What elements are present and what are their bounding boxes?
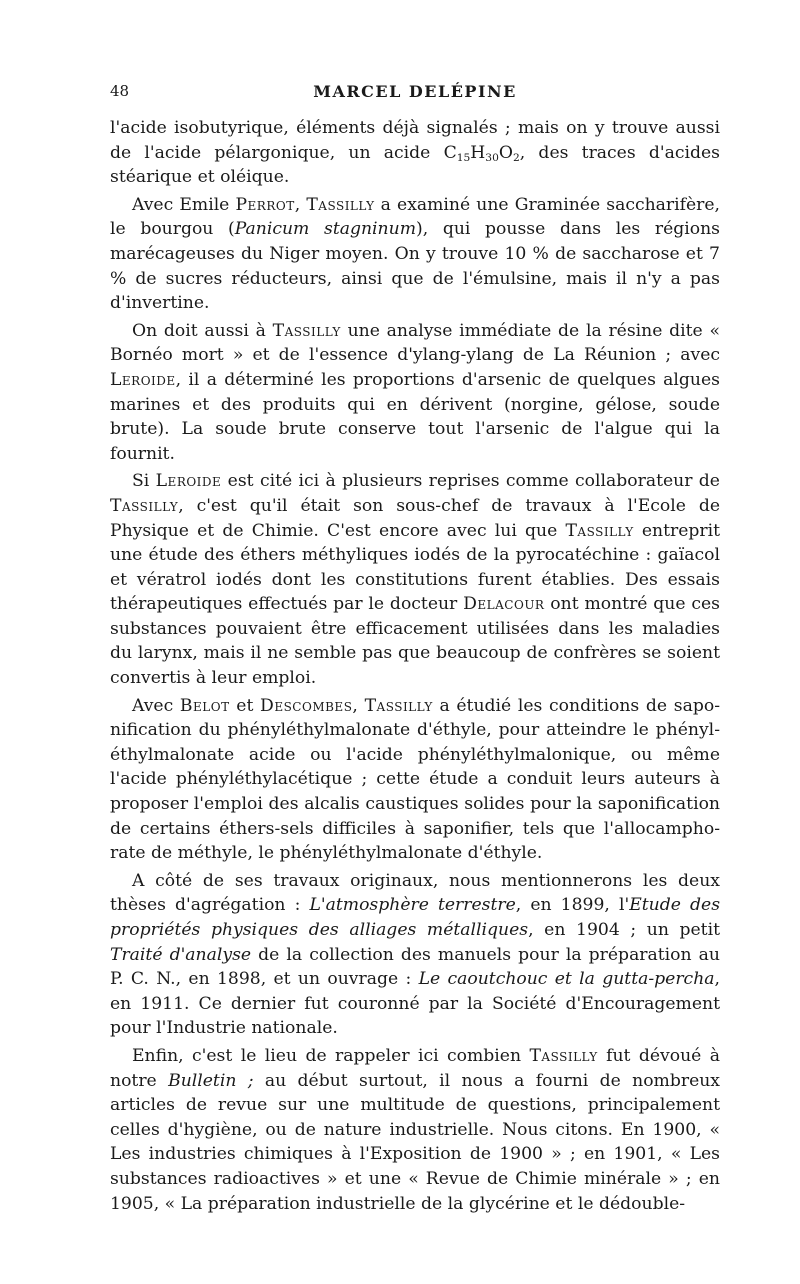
text-run: Avec xyxy=(132,695,180,716)
author-name: Delacour xyxy=(463,594,545,615)
text-run: H xyxy=(470,142,486,163)
species-name: Panicum stagninum xyxy=(234,219,416,240)
text-run: , il a déterminé les proportions d'arsenic de quelques algues marines et des produits qui en dérivent (norgine, gélose, soude brute). La soude brute conserve tout l'arsenic de l'algue qui la fournit. xyxy=(110,369,720,464)
author-name: Tassilly xyxy=(364,695,433,716)
book-title: Traité d'analyse xyxy=(110,944,252,965)
text-run: de la collection des manuels pour la préparation au P. C. N., en 1898, et un ouvrage : xyxy=(110,944,720,990)
text-run: , xyxy=(294,194,307,215)
author-name: Leroide xyxy=(155,471,222,492)
text-run: On doit aussi à xyxy=(132,320,273,341)
text-run: A côté de ses travaux originaux, nous mentionnerons les deux thèses d'agrégation : xyxy=(110,870,720,916)
paragraph-leroide xyxy=(110,469,720,690)
paragraph-continuation xyxy=(110,116,720,190)
subscript: 15 xyxy=(456,150,471,164)
text-run: est cité ici à plusieurs reprises comme collaborateur de xyxy=(221,471,720,492)
text-run: Enfin, c'est le lieu de rappeler ici combien xyxy=(132,1045,530,1066)
text-run: et xyxy=(229,695,261,716)
text-run: , en 1899, l' xyxy=(515,895,630,916)
author-name: Tassilly xyxy=(565,520,634,541)
text-run: , des traces d'acides stéarique et oléique. xyxy=(110,142,720,188)
text-run: au début surtout, il nous a fourni de nombreux articles de revue sur une multitude de questions, principalement celles d'hygiène, ou de nature industrielle. Nous citons. En 1900, « Les industries chimiques à l'Exposition de 1900 » ; en 1901, « Les substances radioactives » et une « Revue de Chimie minérale » ; en 1905, « La préparation industrielle de la glycérine et le dédouble- xyxy=(110,1070,720,1214)
text-run: l'acide isobutyrique, éléments déjà signalés ; mais on y trouve aussi de l'acide pélargonique, un acide C xyxy=(110,118,720,163)
text-run: Avec Emile xyxy=(132,194,236,215)
book-title: L'atmosphère terrestre xyxy=(309,895,516,916)
text-run: , en 1904 ; un petit xyxy=(528,920,720,940)
text-run: Si xyxy=(132,471,156,492)
page-header xyxy=(110,82,720,106)
author-name: Tassilly xyxy=(110,495,179,516)
text-run: , xyxy=(352,695,365,716)
journal-title: Bulletin ; xyxy=(168,1070,254,1091)
text-run: fut dévoué à notre xyxy=(110,1045,720,1091)
book-title: Le caoutchouc et la gutta-percha xyxy=(418,969,715,990)
text-run: , c'est qu'il était son sous-chef de travaux à l'Ecole de Physique et de Chimie. C'est encore avec lui que xyxy=(110,495,720,541)
subscript: 30 xyxy=(485,150,499,164)
text-run: une analyse immédiate de la résine dite « Bornéo mort » et de l'essence d'ylang-ylang de La Réunion ; avec xyxy=(110,320,720,366)
author-name: Tassilly xyxy=(306,194,375,215)
text-run: O xyxy=(498,142,513,163)
text-run: ), qui pousse dans les régions marécageuses du Niger moyen. On y trouve 10 % de saccharose et 7 % de sucres réducteurs, ainsi que de l'émulsine, mais il n'y a pas d'invertine. xyxy=(110,219,721,314)
text-run: ont montré que ces substances pouvaient être efficacement utilisées dans les maladies du larynx, mais il ne semble pas que beaucoup de confrères se soient convertis à leur emploi. xyxy=(110,594,720,689)
paragraph-theses xyxy=(110,869,720,1041)
author-name: Perrot xyxy=(235,194,295,215)
body-text xyxy=(110,116,720,1219)
author-name: Descombes xyxy=(260,695,353,716)
author-name: Tassilly xyxy=(529,1045,598,1066)
page-number: 48 xyxy=(110,82,130,100)
author-name: Belot xyxy=(179,695,230,716)
author-name: Leroide xyxy=(110,369,176,390)
subscript: 2 xyxy=(512,150,520,164)
paragraph-resine xyxy=(110,319,720,467)
text-run: a examiné une Graminée saccharifère, le bourgou ( xyxy=(110,194,720,240)
paragraph-belot xyxy=(110,694,720,866)
text-run: a étudié les conditions de saponification du phényléthylmalonate d'éthyle, pour atteindre le phényléthylmalonate acide ou l'acide phényléthylmalonique, ou même l'acide phényléthylacétique ; cette étude a conduit leurs auteurs à proposer l'emploi des alcalis caustiques solides pour la saponification de certains éthers-sels difficiles à saponifier, tels que l'allocamphorate de méthyle, le phényléthylmalonate d'éthyle. xyxy=(110,695,720,864)
book-title: Etude des propriétés physiques des alliages métalliques xyxy=(110,895,721,940)
running-title: MARCEL DELÉPINE xyxy=(313,82,517,101)
paragraph-bulletin xyxy=(110,1044,720,1216)
text-run: entreprit une étude des éthers méthyliques iodés de la pyrocatéchine : gaïacol et vératrol iodés dont les constitutions furent établies. Des essais thérapeutiques effectués par le docteur xyxy=(110,520,721,615)
paragraph-graminee xyxy=(110,193,720,316)
author-name: Tassilly xyxy=(272,320,341,341)
text-run: , en 1911. Ce dernier fut couronné par la Société d'Encouragement pour l'Industrie nationale. xyxy=(110,969,720,1039)
